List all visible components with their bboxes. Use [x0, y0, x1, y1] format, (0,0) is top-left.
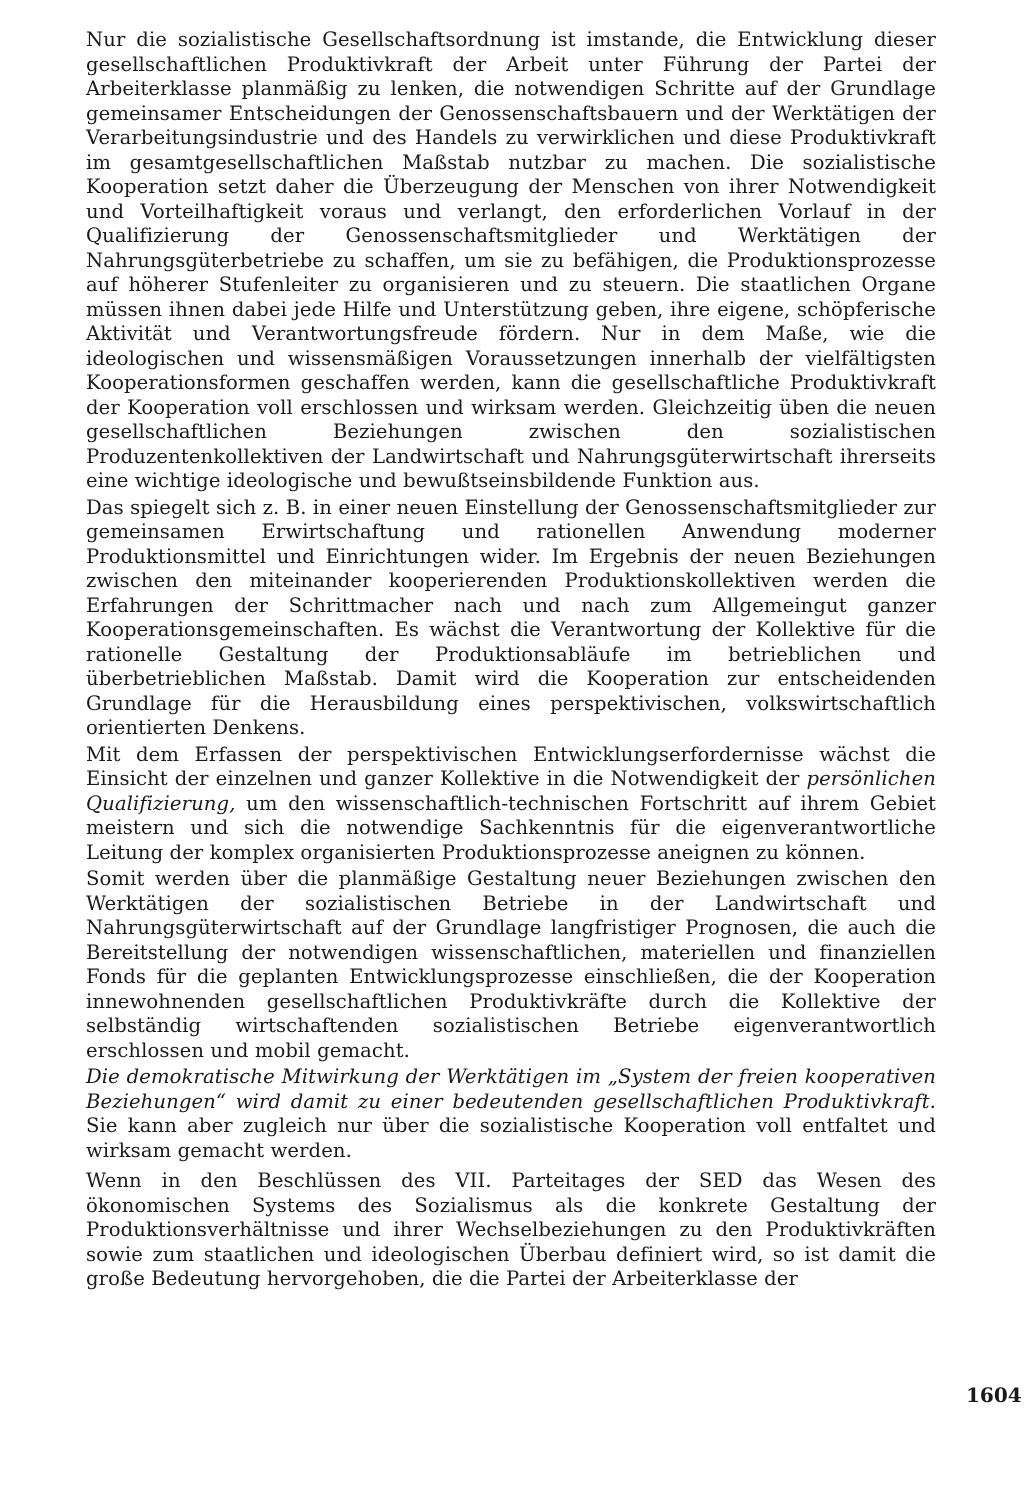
paragraph-3	[86, 743, 936, 866]
paragraph-3-text-before: Mit dem Erfassen der perspektivischen Entwicklungserfordernisse wächst die Einsicht der einzelnen und ganzer Kollektive in die Notwendigkeit der	[86, 742, 936, 790]
page-number: 1604	[966, 1383, 1022, 1407]
document-body	[86, 28, 936, 1294]
paragraph-5-emphasis: Die demokratische Mitwirkung der Werktätigen im „System der freien kooperativen Beziehungen“ wird damit zu einer bedeutenden gesellschaftlichen Produktivkraft.	[86, 1065, 936, 1113]
paragraph-5	[86, 1065, 936, 1163]
paragraph-4: Somit werden über die planmäßige Gestaltung neuer Beziehungen zwischen den Werktätigen der sozialistischen Betriebe in der Landwirtschaft und Nahrungsgüterwirtschaft auf der Grundlage langfristiger Prognosen, die auch die Bereitstellung der notwendigen wissenschaftlichen, materiellen und finanziellen Fonds für die geplanten Entwicklungsprozesse einschließen, die der Kooperation innewohnenden gesellschaftlichen Produktivkräfte durch die Kollektive der selbständig wirtschaftenden sozialistischen Betriebe eigenverantwortlich erschlossen und mobil gemacht.	[86, 867, 936, 1062]
paragraph-6: Wenn in den Beschlüssen des VII. Parteitages der SED das Wesen des ökonomischen Systems des Sozialismus als die konkrete Gestaltung der Produktionsverhältnisse und ihrer Wechselbeziehungen zu den Produktivkräften sowie zum staatlichen und ideologischen Überbau definiert wird, so ist damit die große Bedeutung hervorgehoben, die die Partei der Arbeiterklasse der	[86, 1169, 936, 1290]
paragraph-3-text-after: um den wissenschaftlich-technischen Fortschritt auf ihrem Gebiet meistern und sich die notwendige Sachkenntnis für die eigenverantwortliche Leitung der komplex organisierten Produktionsprozesse aneignen zu können.	[86, 791, 936, 864]
paragraph-5-text-after: Sie kann aber zugleich nur über die sozialistische Kooperation voll entfaltet und wirksam gemacht werden.	[86, 1114, 936, 1162]
paragraph-3-emphasis: persönlichen Qualifizierung,	[86, 767, 936, 815]
paragraph-1: Nur die sozialistische Gesellschaftsordnung ist imstande, die Entwicklung dieser gesellschaftlichen Produktivkraft der Arbeit unter Führung der Partei der Arbeiterklasse planmäßig zu lenken, die notwendigen Schritte auf der Grundlage gemeinsamer Entscheidungen der Genossenschaftsbauern und der Werktätigen der Verarbeitungsindustrie und des Handels zu verwirklichen und diese Produktivkraft im gesamtgesellschaftlichen Maßstab nutzbar zu machen. Die sozialistische Kooperation setzt daher die Überzeugung der Menschen von ihrer Notwendigkeit und Vorteilhaftigkeit voraus und verlangt, den erforderlichen Vorlauf in der Qualifizierung der Genossenschaftsmitglieder und Werktätigen der Nahrungsgüterbetriebe zu schaffen, um sie zu befähigen, die Produktionsprozesse auf höherer Stufenleiter zu organisieren und zu steuern. Die staatlichen Organe müssen ihnen dabei jede Hilfe und Unterstützung geben, ihre eigene, schöpferische Aktivität und Verantwortungsfreude fördern. Nur in dem Maße, wie die ideologischen und wissensmäßigen Voraussetzungen innerhalb der vielfältigsten Kooperationsformen geschaffen werden, kann die gesellschaftliche Produktivkraft der Kooperation voll erschlossen und wirksam werden. Gleichzeitig üben die neuen gesellschaftlichen Beziehungen zwischen den sozialistischen Produzentenkollektiven der Landwirtschaft und Nahrungsgüterwirtschaft ihrerseits eine wichtige ideologische und bewußtseinsbildende Funktion aus.	[86, 28, 936, 492]
paragraph-2: Das spiegelt sich z. B. in einer neuen Einstellung der Genossenschaftsmitglieder zur gemeinsamen Erwirtschaftung und rationellen Anwendung moderner Produktionsmittel und Einrichtungen wider. Im Ergebnis der neuen Beziehungen zwischen den miteinander kooperierenden Produktionskollektiven werden die Erfahrungen der Schrittmacher nach und nach zum Allgemeingut ganzer Kooperationsgemeinschaften. Es wächst die Verantwortung der Kollektive für die rationelle Gestaltung der Produktionsabläufe im betrieblichen und überbetrieblichen Maßstab. Damit wird die Kooperation zur entscheidenden Grundlage für die Herausbildung eines perspektivischen, volkswirtschaftlich orientierten Denkens.	[86, 495, 936, 739]
